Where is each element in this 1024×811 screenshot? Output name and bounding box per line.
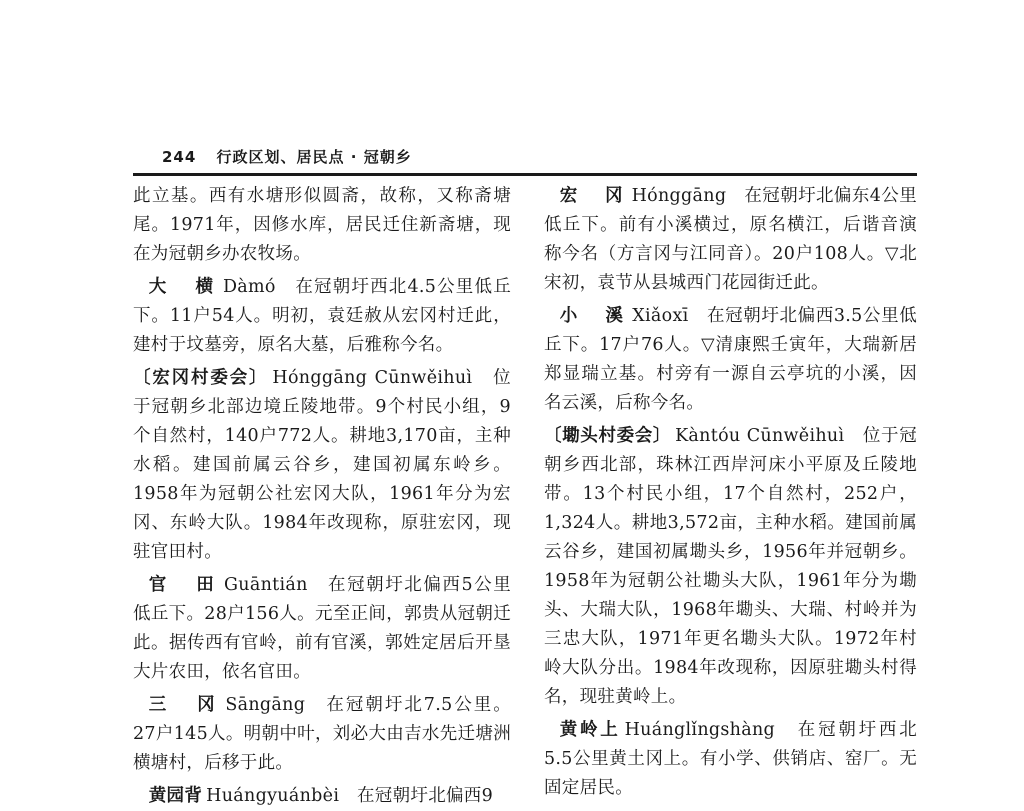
entry-text: 此立基。西有水塘形似圆斋，故称，又称斋塘尾。1971年，因修水库，居民迁住新斋塘，现在为冠朝乡办农牧场。 (133, 186, 511, 264)
entry-term: 小 溪 (559, 306, 629, 326)
right-column (544, 182, 917, 803)
running-title: 行政区划、居民点 · 冠朝乡 (216, 148, 412, 166)
entry-paragraph (133, 571, 511, 687)
entry-term: 黄园背 (148, 786, 203, 806)
entry-paragraph (133, 273, 511, 360)
entry-term: 大 横 (148, 277, 219, 297)
entry-paragraph (133, 691, 511, 778)
entry-term: 官 田 (148, 575, 221, 595)
entry-term: 宏 冈 (559, 186, 628, 206)
entry-text: Huángyuánbèi 在冠朝圩北偏西9 (206, 786, 494, 806)
entry-text: Sāngāng 在冠朝圩北7.5公里。27户145人。明朝中叶，刘必大由吉水先迁塘洲横塘村，后移于此。 (133, 695, 511, 773)
header-rule (133, 173, 917, 176)
entry-term: 〔墈头村委会〕 (544, 426, 672, 446)
entry-text: Xiǎoxī 在冠朝圩北偏西3.5公里低丘下。17户76人。▽清康熙壬寅年，大瑞新居郑显瑞立基。村旁有一源自云亭坑的小溪，因名云溪，后称今名。 (544, 306, 917, 413)
entry-paragraph (133, 782, 511, 811)
entry-text: Dàmó 在冠朝圩西北4.5公里低丘下。11户54人。明初，袁廷赦从宏冈村迁此，建村于坟墓旁，原名大墓，后雅称今名。 (133, 277, 511, 355)
entry-term: 三 冈 (148, 695, 222, 715)
entry-text: Huánglǐngshàng 在冠朝圩西北5.5公里黄土冈上。有小学、供销店、窑厂。无固定居民。 (544, 720, 917, 798)
entry-paragraph (544, 716, 917, 803)
entry-paragraph (544, 182, 917, 298)
entry-text: Hónggāng 在冠朝圩北偏东4公里低丘下。前有小溪横过，原名横江，后谐音演称今名（方言冈与江同音）。20户108人。▽北宋初，袁节从县城西门花园街迁此。 (544, 186, 917, 293)
left-column (133, 182, 511, 811)
page-header (162, 146, 412, 167)
entry-paragraph (133, 364, 511, 567)
entry-paragraph (544, 422, 917, 712)
entry-text: Guāntián 在冠朝圩北偏西5公里低丘下。28户156人。元至正间，郭贵从冠朝迁此。据传西有官岭，前有官溪，郭姓定居后开垦大片农田，依名官田。 (133, 575, 512, 682)
entry-text: Hónggāng Cūnwěihuì 位于冠朝乡北部边境丘陵地带。9个村民小组，9个自然村，140户772人。耕地3,170亩，主种水稻。建国前属云谷乡，建国初属东岭乡。1958年为冠朝公社宏冈大队，1961年分为宏冈、东岭大队。1984年改现称，原驻宏冈，现驻官田村。 (133, 368, 511, 562)
entry-text: Kàntóu Cūnwěihuì 位于冠朝乡西北部，珠林江西岸河床小平原及丘陵地带。13个村民小组，17个自然村，252户，1,324人。耕地3,572亩，主种水稻。建国前属云谷乡，建国初属墈头乡，1956年并冠朝乡。1958年为冠朝公社墈头大队，1961年分为墈头、大瑞大队，1968年墈头、大瑞、村岭并为三忠大队，1971年更名墈头大队。1972年村岭大队分出。1984年改现称，因原驻墈头村得名，现驻黄岭上。 (544, 426, 917, 707)
entry-paragraph (133, 182, 511, 269)
page-number: 244 (162, 148, 197, 166)
entry-term: 〔宏冈村委会〕 (133, 368, 269, 388)
entry-term: 黄岭上 (559, 720, 621, 740)
entry-paragraph (544, 302, 917, 418)
